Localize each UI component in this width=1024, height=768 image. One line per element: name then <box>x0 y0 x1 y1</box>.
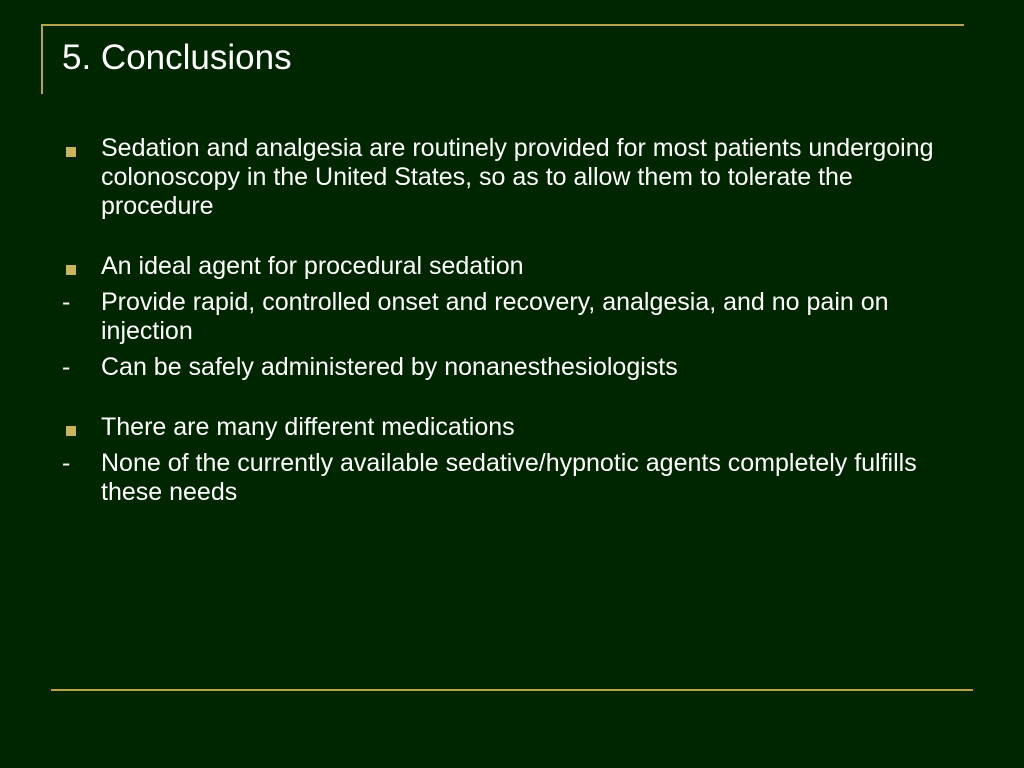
bullet-text: There are many different medications <box>101 413 515 441</box>
bottom-divider-line <box>51 689 973 691</box>
left-divider-line <box>41 24 43 94</box>
bullet-item-sedation <box>60 134 960 221</box>
bullet-text: Sedation and analgesia are routinely provided for most patients undergoing colonoscopy in the United States, so as to allow them to tolerate the procedure <box>101 134 934 220</box>
dash-item-rapid-onset <box>60 288 960 346</box>
square-bullet-icon <box>60 134 90 163</box>
square-bullet-icon <box>60 252 90 281</box>
top-divider-line <box>41 24 964 26</box>
dash-item-unfulfilled-needs <box>60 449 960 507</box>
dash-marker-icon <box>60 353 90 382</box>
dash-text: Can be safely administered by nonanesthesiologists <box>101 353 678 381</box>
dash-marker-icon <box>60 288 90 317</box>
bullet-item-medications <box>60 413 960 442</box>
slide-body <box>60 134 960 507</box>
dash-item-safe-administration <box>60 353 960 382</box>
square-bullet-icon <box>60 413 90 442</box>
dash-text: None of the currently available sedative/hypnotic agents completely fulfills these needs <box>101 449 917 506</box>
bullet-text: An ideal agent for procedural sedation <box>101 252 524 280</box>
slide-title: 5. Conclusions <box>62 38 292 77</box>
dash-marker-icon <box>60 449 90 478</box>
dash-text: Provide rapid, controlled onset and recovery, analgesia, and no pain on injection <box>101 288 889 345</box>
bullet-item-ideal-agent <box>60 252 960 281</box>
